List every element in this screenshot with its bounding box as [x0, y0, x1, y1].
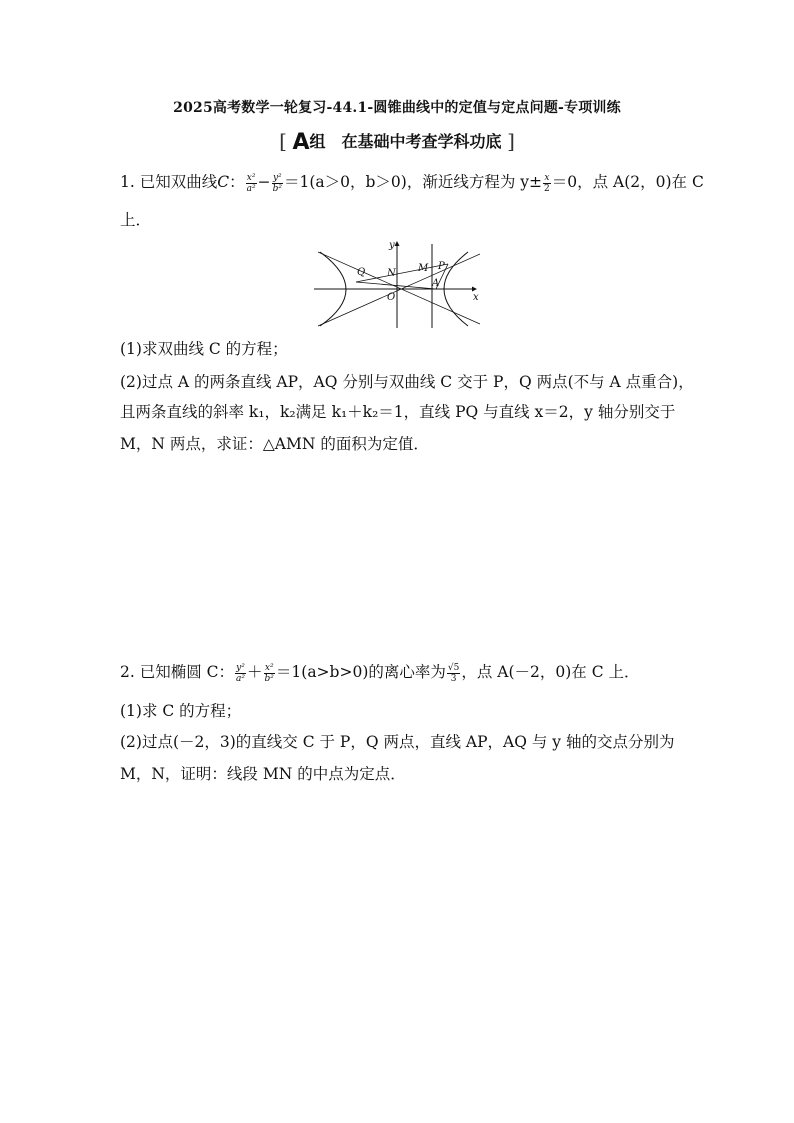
- problem1-number: 1.: [120, 173, 135, 191]
- problem2-eq-rest: ＝1(a>b>0)的离心率为: [275, 663, 446, 681]
- fraction-x-2: $\frac{x}{2}$: [544, 172, 550, 194]
- problem2-number: 2.: [120, 663, 135, 681]
- problem1-part2-line2: 且两条直线的斜率 k₁，k₂满足 k₁＋k₂＝1，直线 PQ 与直线 x＝2，y 轴分别交于: [120, 403, 676, 421]
- heading-bracket-left: [: [279, 129, 287, 153]
- problem1-statement: [120, 172, 704, 194]
- label-x: x: [473, 292, 479, 303]
- label-O: O: [387, 292, 396, 303]
- problem1-part2-line3: M，N 两点，求证：△AMN 的面积为定值．: [120, 435, 429, 453]
- fraction-x2-a2: $\frac{\text{x²}}{\text{a²}}$: [246, 172, 256, 194]
- fraction-y2-b2: $\frac{\text{y²}}{\text{b²}}$: [272, 172, 282, 194]
- problem1-line2: 上．: [120, 211, 152, 229]
- line-AQ: [356, 282, 436, 289]
- group-letter: A: [292, 130, 310, 155]
- problem2-lead: 已知椭圆 C：: [139, 663, 235, 681]
- fraction-y2-a2: $\frac{\text{y²}}{\text{a²}}$: [236, 662, 246, 684]
- problem1-colon: ：: [229, 173, 245, 191]
- problem1-lead: 已知双曲线: [139, 173, 218, 191]
- minus-sign: −: [257, 173, 271, 191]
- problem1-eq-rest: ＝1(a＞0，b＞0)，渐近线方程为 y±: [284, 173, 543, 191]
- x-axis-arrow: [472, 287, 477, 292]
- problem1-curve: C: [217, 173, 230, 191]
- fraction-eccentricity: $\frac{√5}{3}$: [447, 662, 460, 684]
- section-heading: [0, 129, 794, 155]
- label-N: N: [387, 268, 396, 279]
- problem2-part2-line2: M，N，证明：线段 MN 的中点为定点．: [120, 765, 406, 783]
- heading-bracket-right: ]: [507, 129, 515, 153]
- plus-sign: ＋: [247, 663, 263, 681]
- problem2-part1: (1)求 C 的方程；: [120, 702, 242, 720]
- group-text: 组 在基础中考查学科功底: [309, 132, 502, 151]
- label-P: P: [438, 261, 445, 272]
- problem1-asym-rest: ＝0，点 A(2，0)在 C: [551, 173, 704, 191]
- problem1-part1: (1)求双曲线 C 的方程；: [120, 340, 288, 358]
- hyperbola-figure: [310, 238, 490, 330]
- label-y: y: [389, 240, 395, 251]
- page-title: 2025高考数学一轮复习-44.1-圆锥曲线中的定值与定点问题-专项训练: [173, 100, 621, 116]
- y-axis-arrow: [395, 241, 400, 246]
- label-M: M: [418, 263, 429, 274]
- problem2-statement: [120, 662, 680, 684]
- label-A: A: [432, 278, 440, 289]
- problem2-eq-tail: ，点 A(－2，0)在 C 上．: [461, 663, 640, 681]
- fraction-x2-b2: $\frac{\text{x²}}{\text{b²}}$: [264, 662, 274, 684]
- problem2-part2-line1: (2)过点(－2，3)的直线交 C 于 P，Q 两点，直线 AP，AQ 与 y 轴的交点分别为: [120, 733, 675, 751]
- label-Q: Q: [357, 267, 366, 278]
- problem1-part2-line1: (2)过点 A 的两条直线 AP，AQ 分别与双曲线 C 交于 P，Q 两点(不与 A 点重合)，: [120, 373, 694, 391]
